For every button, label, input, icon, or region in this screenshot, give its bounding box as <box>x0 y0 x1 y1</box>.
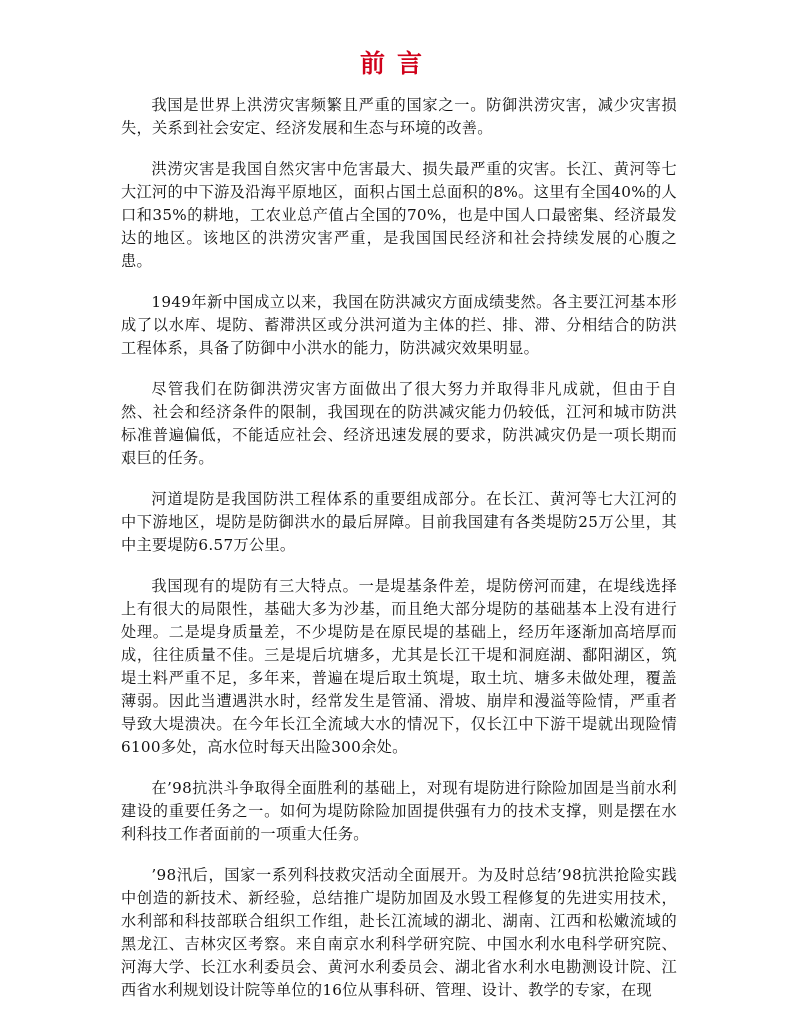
paragraph-6: 我国现有的堤防有三大特点。一是堤基条件差，堤防傍河而建，在堤线选择上有很大的局限性，基础大多为沙基，而且绝大部分堤防的基础基本上没有进行处理。二是堤身质量差，不少堤防是在原民堤的基础上，经历年逐渐加高培厚而成，往往质量不佳。三是堤后坑塘多，尤其是长江干堤和洞庭湖、鄱阳湖区，筑堤土料严重不足，多年来，普遍在堤后取土筑堤，取土坑、塘多未做处理，覆盖薄弱。因此当遭遇洪水时，经常发生是管涌、滑坡、崩岸和漫溢等险情，严重者导致大堤溃决。在今年长江全流域大水的情况下，仅长江中下游干堤就出现险情6100多处，高水位时每天出险300余处。 <box>121 577 677 756</box>
paragraph-7: 在’98抗洪斗争取得全面胜利的基础上，对现有堤防进行除险加固是当前水利建设的重要任务之一。如何为堤防除险加固提供强有力的技术支撑，则是摆在水利科技工作者面前的一项重大任务。 <box>121 779 677 843</box>
paragraph-5: 河道堤防是我国防洪工程体系的重要组成部分。在长江、黄河等七大江河的中下游地区，堤防是防御洪水的最后屏障。目前我国建有各类堤防25万公里，其中主要堤防6.57万公里。 <box>121 490 677 554</box>
paragraph-1: 我国是世界上洪涝灾害频繁且严重的国家之一。防御洪涝灾害，减少灾害损失，关系到社会安定、经济发展和生态与环境的改善。 <box>121 96 677 137</box>
paragraph-3: 1949年新中国成立以来，我国在防洪减灾方面成绩斐然。各主要江河基本形成了以水库、堤防、蓄滞洪区或分洪河道为主体的拦、排、滞、分相结合的防洪工程体系，具备了防御中小洪水的能力，防洪减灾效果明显。 <box>121 293 677 357</box>
paragraph-4: 尽管我们在防御洪涝灾害方面做出了很大努力并取得非凡成就，但由于自然、社会和经济条件的限制，我国现在的防洪减灾能力仍较低，江河和城市防洪标准普遍偏低，不能适应社会、经济迅速发展的要求，防洪减灾仍是一项长期而艰巨的任务。 <box>121 380 677 467</box>
paragraph-8: ’98汛后，国家一系列科技救灾活动全面展开。为及时总结’98抗洪抢险实践中创造的新技术、新经验，总结推广堤防加固及水毁工程修复的先进实用技术，水利部和科技部联合组织工作组，赴长江流域的湖北、湖南、江西和松嫩流域的黑龙江、吉林灾区考察。来自南京水利科学研究院、中国水利水电科学研究院、河海大学、长江水利委员会、黄河水利委员会、湖北省水利水电勘测设计院、江西省水利规划设计院等单位的16位从事科研、管理、设计、教学的专家，在现 <box>121 866 677 999</box>
paragraph-2: 洪涝灾害是我国自然灾害中危害最大、损失最严重的灾害。长江、黄河等七大江河的中下游及沿海平原地区，面积占国土总面积的8%。这里有全国40%的人口和35%的耕地，工农业总产值占全国的70%，也是中国人口最密集、经济最发达的地区。该地区的洪涝灾害严重，是我国国民经济和社会持续发展的心腹之患。 <box>121 160 677 270</box>
page-title: 前言 <box>359 49 434 78</box>
preface-body <box>121 94 677 1020</box>
